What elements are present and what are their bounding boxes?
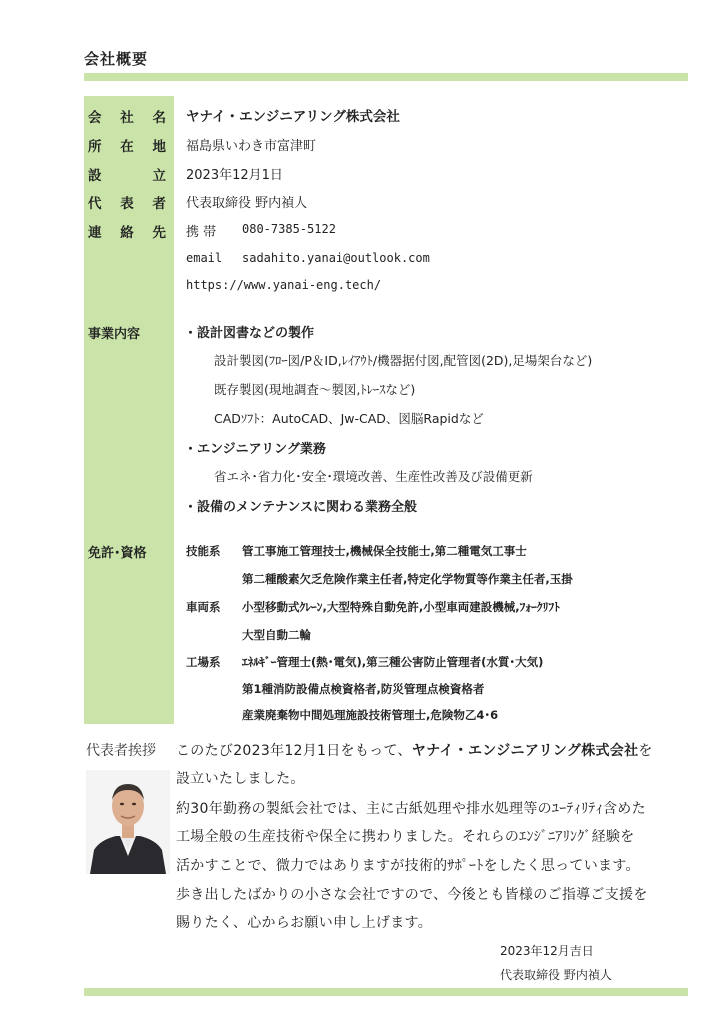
greeting-line: このたび2023年12月1日をもって、ヤナイ・エンジニアリング株式会社を xyxy=(176,743,653,759)
top-divider xyxy=(84,73,688,81)
greeting-date: 2023年12月吉日 xyxy=(500,944,594,958)
business-subitem: CADｿﾌﾄ：AutoCAD、Jw-CAD、図脳Rapidなど xyxy=(214,411,484,426)
portrait-illustration xyxy=(86,770,170,874)
address-label: 所 在 地 xyxy=(88,139,166,155)
greeting-signature: 代表取締役 野内禎人 xyxy=(500,968,612,982)
website-link[interactable]: https://www.yanai-eng.tech/ xyxy=(186,278,382,292)
license-item: 管工事施工管理技士,機械保全技能士,第二種電気工事士 xyxy=(242,544,527,558)
business-subitem: 既存製図(現地調査～製図,ﾄﾚｰｽなど) xyxy=(214,382,416,397)
vehicle-category: 車両系 xyxy=(186,600,221,614)
greeting-label: 代表者挨拶 xyxy=(86,743,156,759)
contact-label: 連 絡 先 xyxy=(88,225,166,241)
greeting-line: 活かすことで、微力ではありますが技術的ｻﾎﾟｰﾄをしたく思っています。 xyxy=(176,858,640,874)
license-item: 大型自動二輪 xyxy=(242,628,311,642)
email-key: email xyxy=(186,251,223,265)
business-item: ・エンジニアリング業務 xyxy=(184,442,326,457)
bottom-divider xyxy=(84,988,688,996)
business-subitem: 設計製図(ﾌﾛｰ図/P＆ID,ﾚｲｱｳﾄ/機器据付図,配管図(2D),足場架台など) xyxy=(214,353,593,368)
representative-label: 代 表 者 xyxy=(88,196,166,212)
greeting-line: 賜りたく、心からお願い申し上げます。 xyxy=(176,915,432,931)
license-item: ｴﾈﾙｷﾞｰ管理士(熱･電気),第三種公害防止管理者(水質･大気) xyxy=(242,655,544,669)
address-value: 福島県いわき市富津町 xyxy=(186,139,317,154)
greeting-line: 設立いたしました。 xyxy=(176,771,305,787)
business-item: ・設計図書などの製作 xyxy=(184,326,315,341)
business-label-column xyxy=(84,314,174,532)
skill-category: 技能系 xyxy=(186,544,221,558)
company-name-value: ヤナイ・エンジニアリング株式会社 xyxy=(186,109,400,125)
phone-key: 携 帯 xyxy=(186,225,217,240)
company-name-label: 会 社 名 xyxy=(88,110,166,126)
email-value[interactable]: sadahito.yanai@outlook.com xyxy=(242,251,430,265)
license-label: 免許･資格 xyxy=(88,546,147,561)
business-subitem: 省エネ･省力化･安全･環境改善、生産性改善及び設備更新 xyxy=(214,469,533,484)
founded-value: 2023年12月1日 xyxy=(186,168,283,183)
license-item: 小型移動式ｸﾚｰﾝ,大型特殊自動免許,小型車両建設機械,ﾌｫｰｸﾘﾌﾄ xyxy=(242,600,560,614)
representative-portrait xyxy=(86,770,170,874)
page-title: 会社概要 xyxy=(84,50,149,68)
founded-label: 設 立 xyxy=(88,168,166,184)
business-item: ・設備のメンテナンスに関わる業務全般 xyxy=(184,500,417,515)
representative-value: 代表取締役 野内禎人 xyxy=(186,196,308,211)
phone-value[interactable]: 080-7385-5122 xyxy=(242,222,336,236)
greeting-line: 歩き出したばかりの小さな会社ですので、今後とも皆様のご指導ご支援を xyxy=(176,887,648,903)
business-label: 事業内容 xyxy=(88,327,141,342)
license-item: 第二種酸素欠乏危険作業主任者,特定化学物質等作業主任者,玉掛 xyxy=(242,572,573,586)
greeting-line: 約30年勤務の製紙会社では、主に古紙処理や排水処理等のﾕｰﾃｨﾘﾃｨ含めた xyxy=(176,801,646,817)
license-item: 第1種消防設備点検資格者,防災管理点検資格者 xyxy=(242,682,485,696)
license-item: 産業廃棄物中間処理施設技術管理士,危険物乙4･6 xyxy=(242,708,499,722)
factory-category: 工場系 xyxy=(186,655,221,669)
greeting-line: 工場全般の生産技術や保全に携わりました。それらのｴﾝｼﾞﾆｱﾘﾝｸﾞ経験を xyxy=(176,829,635,845)
